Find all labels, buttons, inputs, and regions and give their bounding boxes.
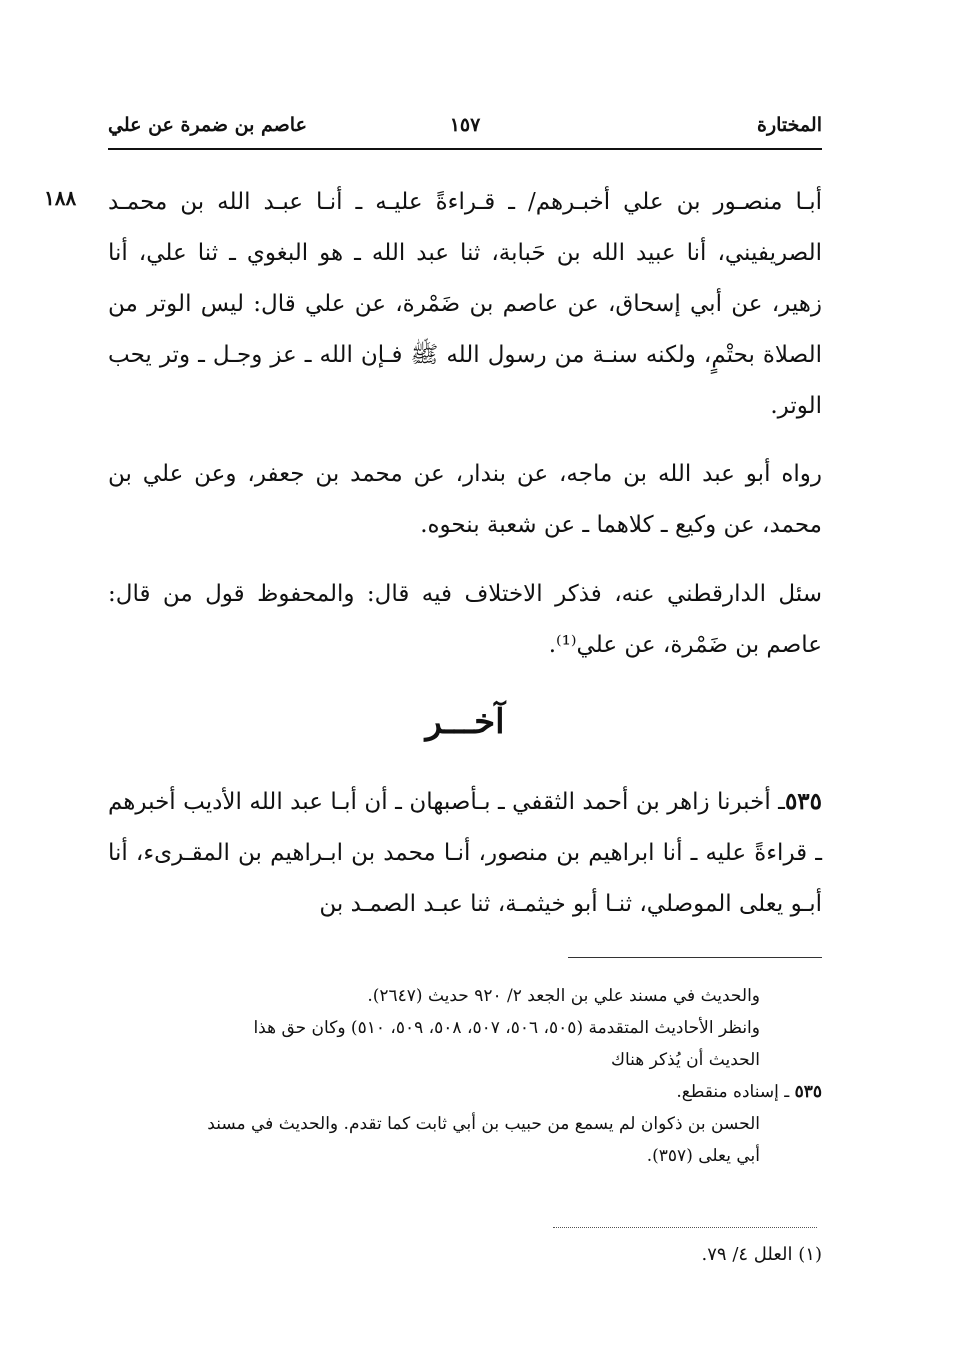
footnote-hadith-number: ٥٣٥ [794,1082,822,1102]
footnote-text: ـ إسناده منقطع. [676,1082,790,1102]
running-header [108,114,822,144]
header-rule [108,148,822,150]
margin-page-number: ١٨٨ [44,186,77,210]
chapter-title: عاصم بن ضمرة عن علي [108,114,307,136]
page-number: ١٥٧ [449,114,481,136]
paragraph-3: سئل الدارقطني عنه، فذكر الاختلاف فيه قال: والمحفوظ قول من قال: عاصم بن ضَمْرة، عن علي⁽¹⁾. [108,581,822,658]
footnote-line: أبي يعلى (٣٥٧). [646,1146,760,1166]
footnote-separator [568,957,822,958]
footnote-separator-dotted [553,1227,817,1228]
section-heading: آخـــر [425,702,505,742]
footnote-line: وانظر الأحاديث المتقدمة (٥٠٥، ٥٠٦، ٥٠٧، ٥٠٨، ٥٠٩، ٥١٠) وكان حق هذا [253,1018,760,1038]
footnote-line [108,1076,822,1108]
footnote-line: الحديث أن يُذكر هناك [610,1050,760,1070]
bottom-footnote: (١) العلل ٤/ ٧٩. [701,1244,822,1265]
footnote-line: الحسن بن ذكوان لم يسمع من حبيب بن أبي ثابت كما تقدم. والحديث في مسند [207,1114,760,1134]
paragraph-2: رواه أبو عبد الله بن ماجه، عن بندار، عن محمد بن جعفر، وعن علي بن محمد، عن وكيع ـ كلاهما ـ عن شعبة بنحوه. [108,461,822,538]
hadith-number: ٥٣٥ [784,788,822,815]
paragraph-1: أبـا منصـور بن علي أخبـرهم/ ـ قـراءةً عليـه ـ أنـا عبـد الله بن محمـد الصريفيني، أنا عبيد الله بن حَبابة، ثنا عبد الله ـ هو البغوي ـ ثنا علي، أنا زهير، عن أبي إسحاق، عن عاصم بن ضَمْرة، عن علي قال: ليس الوتر من الصلاة بحتْمٍ، ولكنه سنـة من رسول الله ﷺ فـإن الله ـ عز وجـل ـ وتر يحب الوتر. [108,189,822,419]
footnote-line: والحديث في مسند علي بن الجعد ٢/ ٩٢٠ حديث (٢٦٤٧). [367,986,760,1006]
book-title: المختارة [757,114,822,136]
hadith-text: ـ أخبرنا زاهر بن أحمد الثقفي ـ بـأصبهان ـ أن أبـا عبد الله الأديب أخبرهم ـ قراءةً عليه ـ أنا ابراهيم بن منصور، أنـا محمد بن ابـراهيم بن المقـرىء، أنا أبـو يعلى الموصلي، ثنـا أبو خيثمـة، ثنا عبـد الصمـد بن [108,789,822,917]
hadith-paragraph [108,776,822,930]
footnotes-block [108,980,822,1172]
